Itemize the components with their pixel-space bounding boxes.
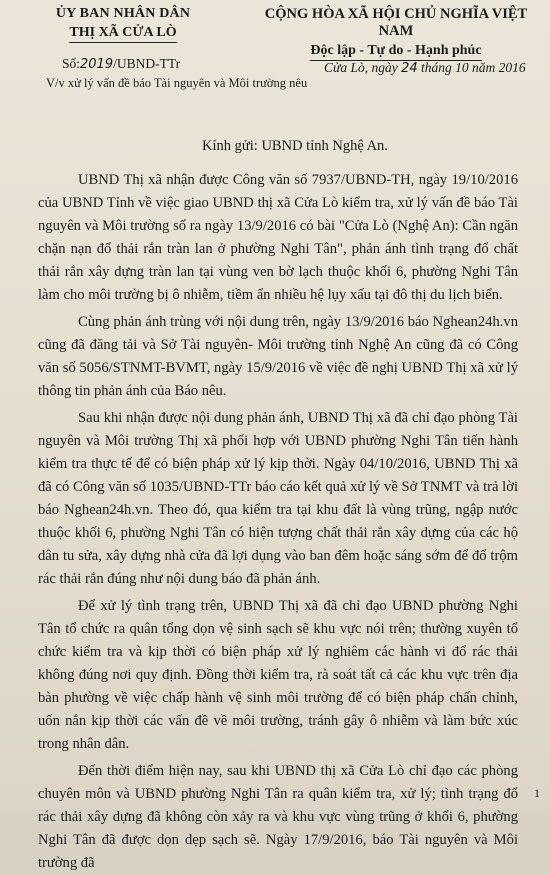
page-number: 1 xyxy=(534,786,540,800)
agency-name-line2: THỊ XÃ CỬA LÒ xyxy=(69,25,176,43)
document-number-value: 2019 xyxy=(80,57,114,72)
date-prefix: Cửa Lò, ngày xyxy=(324,60,398,75)
body-paragraph xyxy=(38,311,518,403)
paragraph-text: Cùng phản ánh trùng với nội dung trên, ngày 13/9/2016 báo Nghean24h.vn cũng đã đăng tải và Sở Tài nguyên- Môi trường tỉnh Nghệ An cũng đã có Công văn số 5056/STNMT-BVMT, ngày 15/9/2016 về việc đề nghị UBND Thị xã xử lý thông tin phản ánh của Báo nêu. xyxy=(38,314,518,399)
date-suffix: tháng 10 năm 2016 xyxy=(421,60,526,75)
recipient-line: Kính gửi: UBND tỉnh Nghệ An. xyxy=(202,138,388,154)
paragraph-text: Để xử lý tình trạng trên, UBND Thị xã đã chỉ đạo UBND phường Nghi Tân tổ chức ra quân tổng dọn vệ sinh sạch sẽ khu vực nói trên; thường xuyên tổ chức kiểm tra và kịp thời có biện pháp xử lý nghiêm các hành vi đổ rác thải không đúng nơi quy định. Đồng thời kiểm tra, rà soát tất cả các khu vực trên địa bàn phường về việc chấp hành vệ sinh môi trường để có biện pháp chấn chỉnh, uốn nắn kịp thời các vấn đề về môi trường, tránh gây ô nhiễm và làm bức xúc trong nhân dân. xyxy=(38,598,518,752)
date-day: 24 xyxy=(401,61,418,76)
document-number-prefix: Số: xyxy=(62,56,81,71)
body-paragraph xyxy=(38,760,518,875)
document-date xyxy=(324,60,526,76)
paragraph-text: Đến thời điểm hiện nay, sau khi UBND thị xã Cửa Lò chỉ đạo các phòng chuyên môn và UBND phường Nghi Tân ra quân kiểm tra, xử lý; tình trạng đổ rác thải xây dựng đã không còn xảy ra và khu vực vùng trũng ở khối 6, phường Nghi Tân đã được dọn dẹp sạch sẽ. Ngày 17/9/2016, báo Tài nguyên và Môi trường đã xyxy=(38,763,518,871)
national-motto xyxy=(246,6,546,61)
document-subject: V/v xử lý vấn đề báo Tài nguyên và Môi trường nêu xyxy=(46,76,308,90)
document-body xyxy=(18,169,532,875)
paragraph-text: Sau khi nhận được nội dung phản ánh, UBND Thị xã đã chỉ đạo phòng Tài nguyên và Môi trường Thị xã phối hợp với UBND phường Nghi Tân tiến hành kiểm tra thực tế để có biện pháp xử lý kịp thời. Ngày 04/10/2016, UBND Thị xã đã có Công văn số 1035/UBND-TTr báo cáo kết quả xử lý về Sở TNMT và trả lời báo Nghean24h.vn. Theo đó, qua kiểm tra tại khu đất là vùng trũng, ngập nước thuộc khối 6, phường Nghi Tân có hiện tượng chất thải rắn xây dựng của các hộ dân tu sửa, xây dựng nhà cửa đã lợi dụng vào ban đêm hoặc sáng sớm để đổ trộm rác thải rắn đúng như nội dung báo đã phản ánh. xyxy=(38,410,518,587)
document-header xyxy=(18,0,532,112)
issuing-agency xyxy=(38,6,208,43)
nation-name: CỘNG HÒA XÃ HỘI CHỦ NGHĨA VIỆT NAM xyxy=(264,6,528,39)
agency-name-line1: ỦY BAN NHÂN DÂN xyxy=(55,6,191,21)
document-number-suffix: /UBND-TTr xyxy=(113,56,181,71)
body-paragraph xyxy=(38,595,518,756)
nation-motto: Độc lập - Tự do - Hạnh phúc xyxy=(310,43,481,61)
body-paragraph xyxy=(38,169,518,307)
document-number xyxy=(62,56,180,72)
paragraph-text: UBND Thị xã nhận được Công văn số 7937/UBND-TH, ngày 19/10/2016 của UBND Tỉnh về việc giao UBND thị xã Cửa Lò kiểm tra, xử lý vấn đề báo Tài nguyên và Môi trường số ra ngày 13/9/2016 có bài "Cửa Lò (Nghệ An): Cần ngăn chặn nạn đổ thải rắn tràn lan ở phường Nghi Tân", phản ánh tình trạng đổ chất thải rắn xây dựng tràn lan tại vùng ven bờ lạch thuộc khối 6, phường Nghi Tân làm cho môi trường bị ô nhiễm, tiềm ẩn nhiều hệ lụy xấu tại đô thị du lịch biển. xyxy=(38,172,518,303)
body-paragraph xyxy=(38,407,518,591)
